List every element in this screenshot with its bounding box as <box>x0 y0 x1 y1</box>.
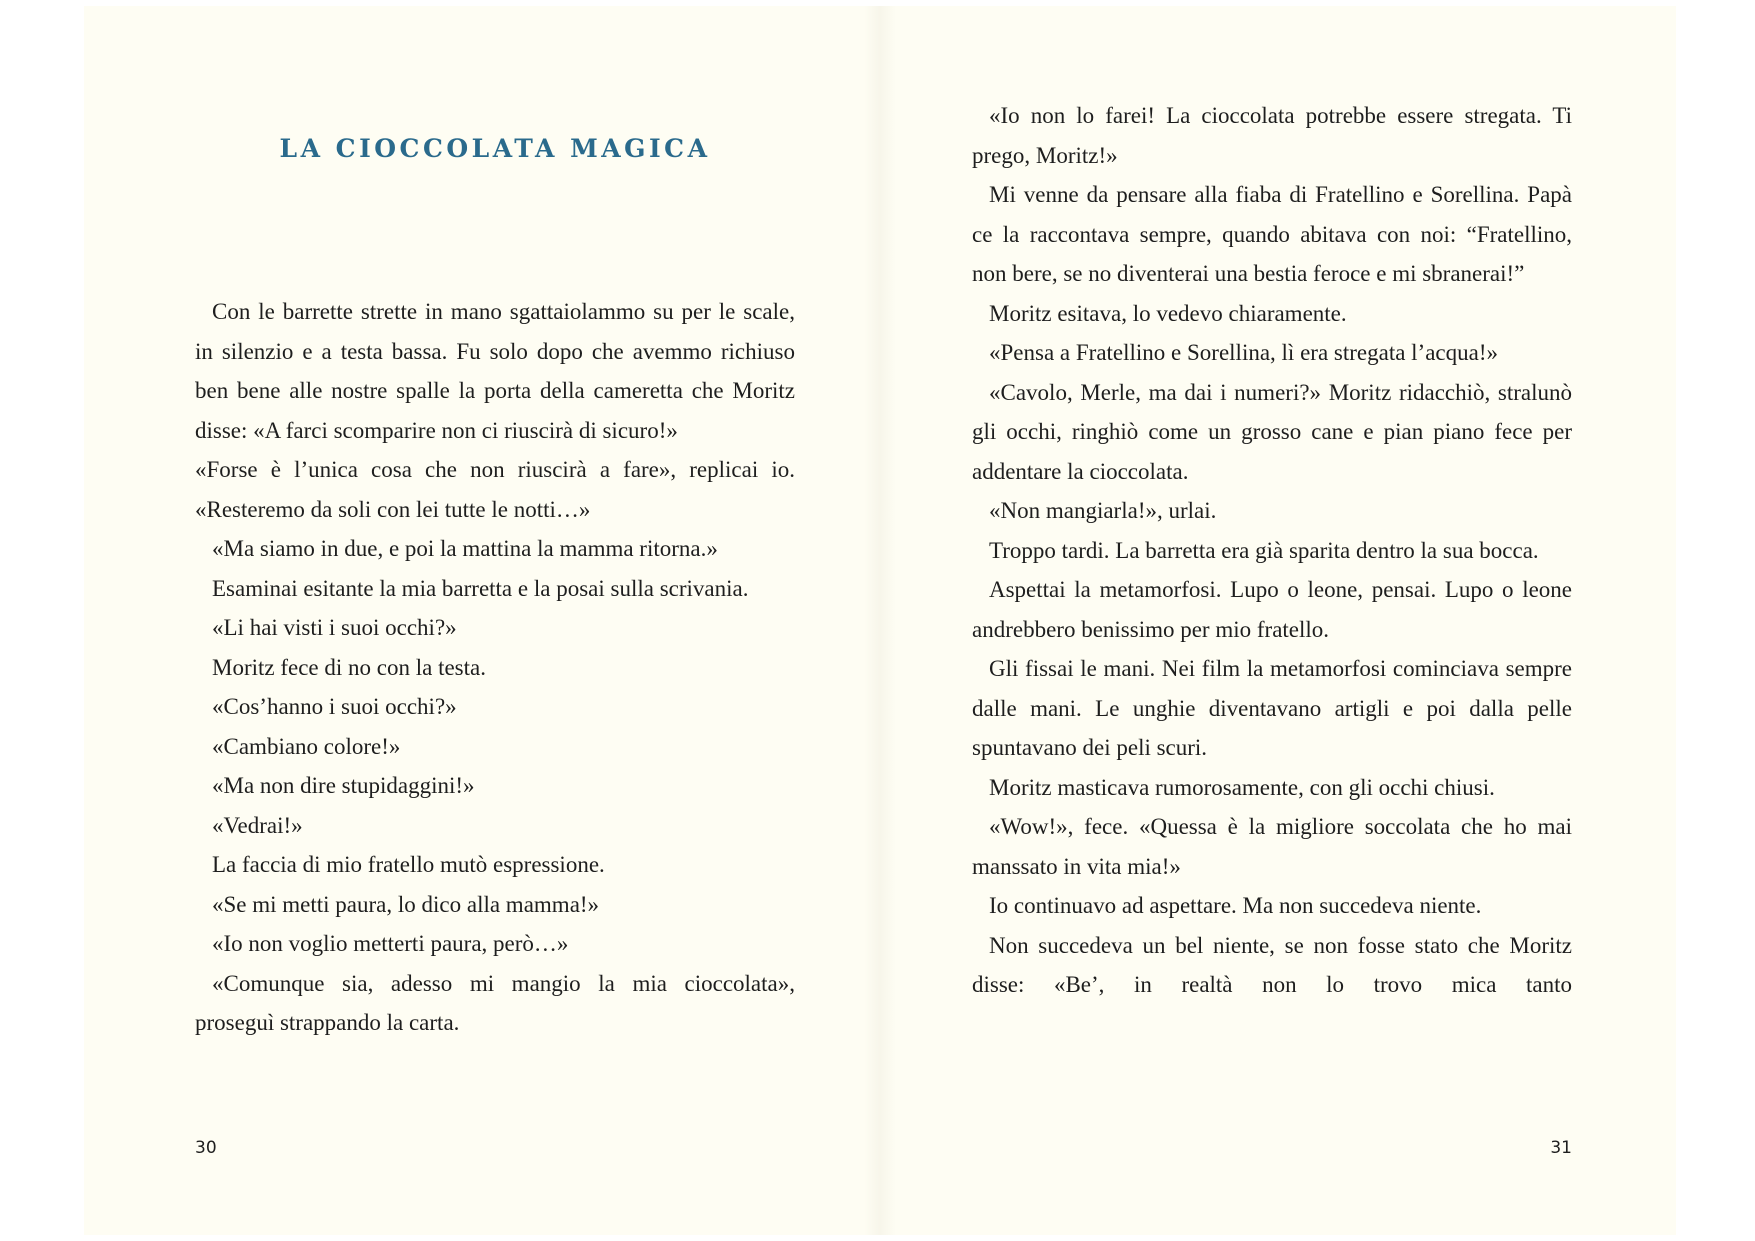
paragraph: Moritz masticava rumorosamente, con gli occhi chiusi. <box>989 774 1495 800</box>
paragraph: Moritz esitava, lo vedevo chiaramente. <box>989 300 1347 326</box>
paragraph: Aspettai la metamorfosi. Lupo o leone, pensai. Lupo o leone andrebbero benissimo per mio fratello. <box>972 577 1572 642</box>
paragraph: «Cavolo, Merle, ma dai i numeri?» Moritz ridacchiò, stralunò gli occhi, ringhiò come un grosso cane e pian piano fece per addentare la cioccolata. <box>972 379 1572 484</box>
paragraph: «Io non voglio metterti paura, però…» <box>212 931 569 956</box>
paragraph: «Comunque sia, adesso mi mangio la mia cioccolata», proseguì strappando la carta. <box>195 970 795 1035</box>
paragraph: Esaminai esitante la mia barretta e la posai sulla scrivania. <box>212 575 749 601</box>
paragraph: «Li hai visti i suoi occhi?» <box>212 615 457 640</box>
page-number: 31 <box>1550 1138 1572 1158</box>
paragraph: Non succedeva un bel niente, se non fosse stato che Moritz disse: «Be’, in realtà non lo trovo mica tanto <box>972 932 1572 997</box>
paragraph: «Pensa a Fratellino e Sorellina, lì era stregata l’acqua!» <box>989 340 1498 365</box>
paragraph: «Vedrai!» <box>212 812 303 838</box>
paragraph: La faccia di mio fratello mutò espressione. <box>212 852 605 877</box>
paragraph: «Se mi metti paura, lo dico alla mamma!» <box>212 891 600 917</box>
left-page <box>195 6 795 1235</box>
book-spread <box>84 6 1676 1235</box>
paragraph: «Io non lo farei! La cioccolata potrebbe essere stregata. Ti prego, Moritz!» <box>972 103 1572 168</box>
paragraph: Io continuavo ad aspettare. Ma non succedeva niente. <box>989 893 1482 918</box>
paragraph: «Non mangiarla!», urlai. <box>989 498 1217 523</box>
paragraph: «Cambiano colore!» <box>212 733 401 759</box>
paragraph: «Ma non dire stupidaggini!» <box>212 773 475 798</box>
page-number: 30 <box>195 1138 217 1158</box>
paragraph: Troppo tardi. La barretta era già sparita dentro la sua bocca. <box>989 537 1539 563</box>
paragraph: Con le barrette strette in mano sgattaiolammo su per le scale, in silenzio e a testa bassa. Fu solo dopo che avemmo richiuso ben bene alle nostre spalle la porta della cameretta che Moritz disse: «A farci scomparire non ci riuscirà di sicuro!» <box>195 299 795 443</box>
paragraph: Gli fissai le mani. Nei film la metamorfosi cominciava sempre dalle mani. Le unghie diventavano artigli e poi dalla pelle spuntavano dei peli scuri. <box>972 656 1572 760</box>
paragraph: Mi venne da pensare alla fiaba di Fratellino e Sorellina. Papà ce la raccontava sempre, quando abitava con noi: “Fratellino, non bere, se no diventerai una bestia feroce e mi sbranerai!” <box>972 182 1572 286</box>
paragraph: Moritz fece di no con la testa. <box>212 654 486 680</box>
left-page-body <box>195 292 795 1043</box>
paragraph: «Ma siamo in due, e poi la mattina la mamma ritorna.» <box>212 536 718 561</box>
right-page <box>972 6 1572 1235</box>
paragraph: «Cos’hanno i suoi occhi?» <box>212 694 457 719</box>
paragraph: «Wow!», fece. «Quessa è la migliore soccolata che ho mai manssato in vita mia!» <box>972 814 1572 879</box>
book-gutter <box>864 6 896 1235</box>
right-page-body <box>972 96 1572 1005</box>
chapter-title: LA CIOCCOLATA MAGICA <box>279 134 711 163</box>
paragraph: «Forse è l’unica cosa che non riuscirà a fare», replicai io. «Resteremo da soli con lei tutte le notti…» <box>195 457 795 522</box>
